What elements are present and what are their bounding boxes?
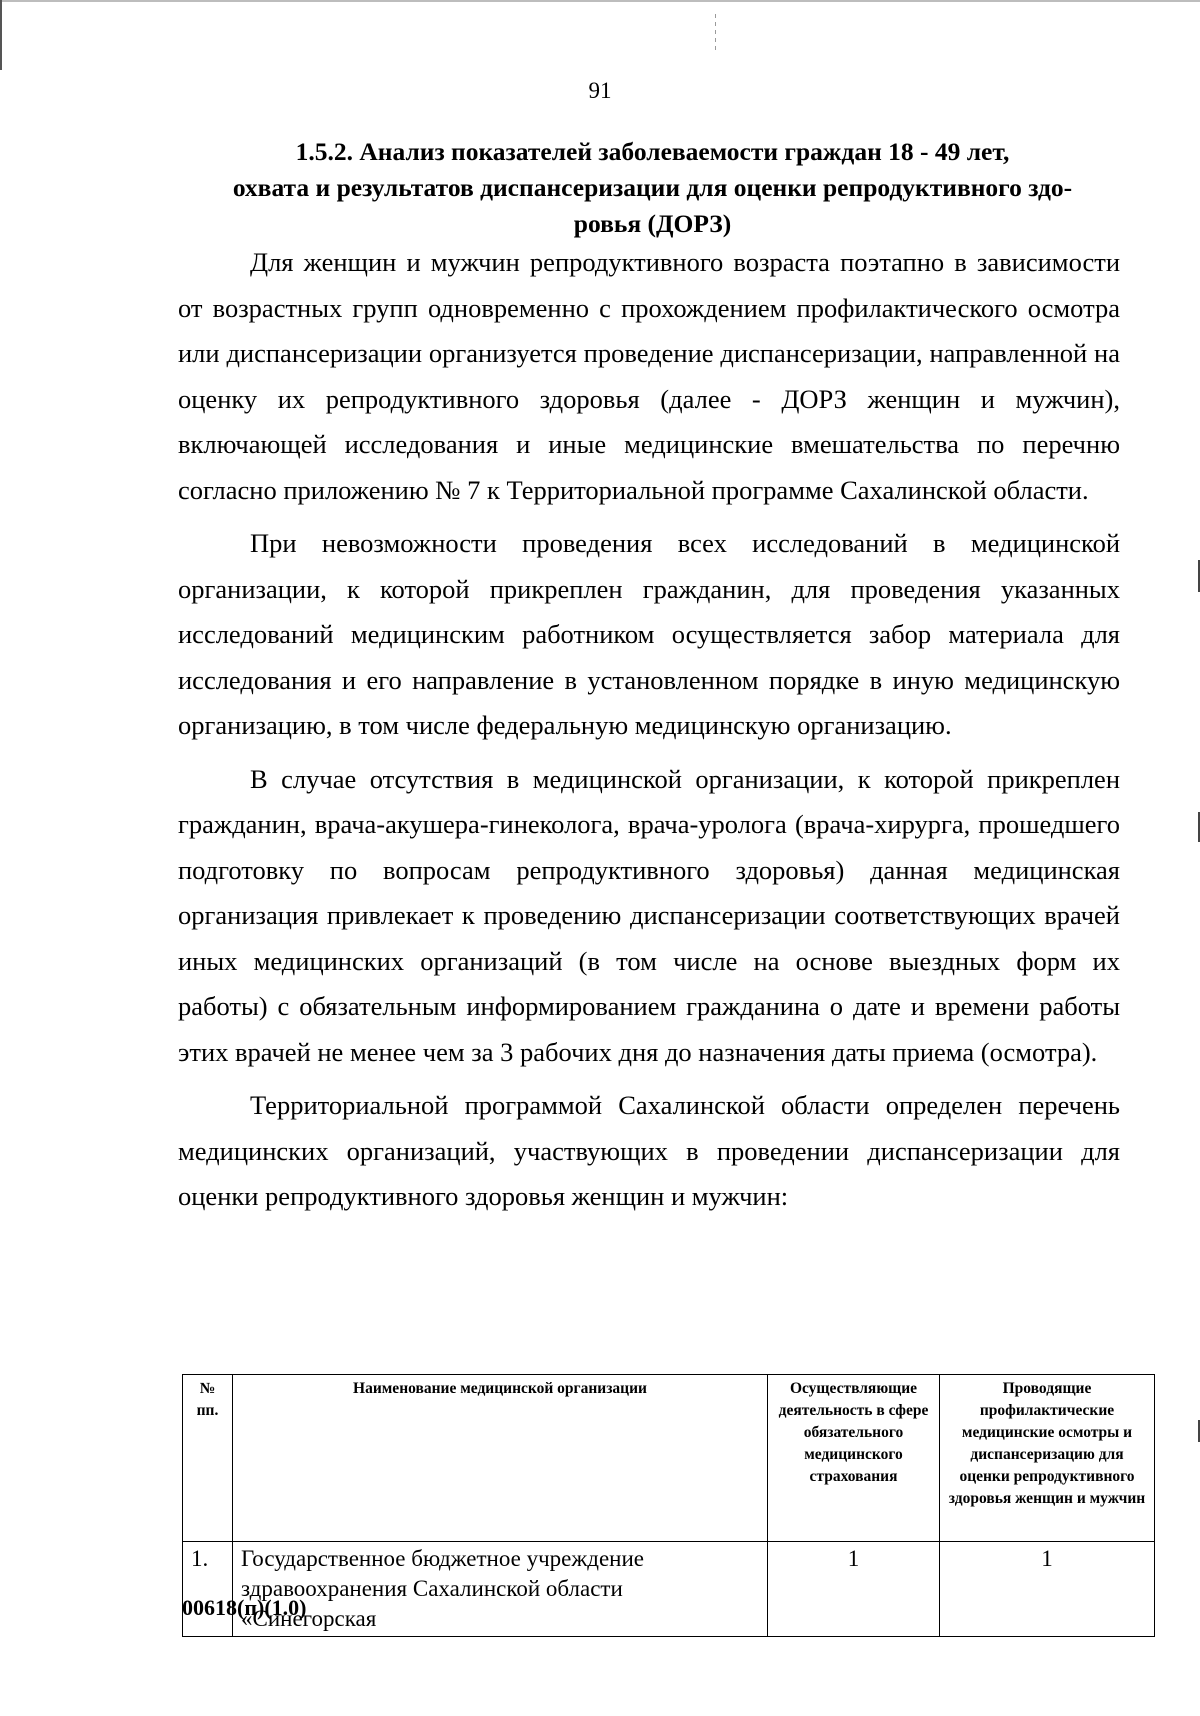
column-header-oms: Осуществляющие деятельность в сфере обязательного медицинского страхования	[768, 1375, 940, 1542]
organizations-table	[182, 1374, 1155, 1637]
cell-oms: 1	[768, 1542, 940, 1637]
column-header-dorz: Проводящие профилактические медицинские осмотры и диспансеризацию для оценки репродуктивного здоровья женщин и мужчин	[940, 1375, 1155, 1542]
scan-fold-mark	[715, 14, 716, 50]
heading-line: ровья (ДОРЗ)	[573, 209, 732, 238]
section-heading	[175, 134, 1130, 242]
column-header-number: № пп.	[183, 1375, 233, 1542]
document-code: 00618(п)(1.0)	[182, 1595, 307, 1620]
cell-dorz: 1	[940, 1542, 1155, 1637]
paragraph: Для женщин и мужчин репродуктивного возраста поэтапно в зависимости от возрастных групп одновременно с прохождением профилактического осмотра или диспансеризации организуется проведение диспансеризации, направленной на оценку их репродуктивного здоровья (далее - ДОРЗ женщин и мужчин), включающей исследования и иные медицинские вмешательства по перечню согласно приложению № 7 к Территориальной программе Сахалинской области.	[178, 247, 1120, 505]
heading-line: охвата и результатов диспансеризации для оценки репродуктивного здо-	[232, 173, 1073, 202]
column-header-organization: Наименование медицинской организации	[233, 1375, 768, 1542]
body-text	[178, 240, 1120, 1228]
scan-edge-left	[0, 0, 2, 70]
heading-line: 1.5.2. Анализ показателей заболеваемости граждан 18 - 49 лет,	[295, 137, 1010, 166]
paragraph: Территориальной программой Сахалинской области определен перечень медицинских организаций, участвующих в проведении диспансеризации для оценки репродуктивного здоровья женщин и мужчин:	[178, 1090, 1120, 1211]
table-row	[183, 1542, 1155, 1637]
paragraph: При невозможности проведения всех исследований в медицинской организации, к которой прикреплен гражданин, для проведения указанных исследований медицинским работником осуществляется забор материала для исследования и его направление в установленном порядке в иную медицинскую организацию, в том числе федеральную медицинскую организацию.	[178, 528, 1120, 740]
cell-organization: Государственное бюджетное учреждение здравоохранения Сахалинской области «Синегорская	[233, 1542, 768, 1637]
paragraph: В случае отсутствия в медицинской организации, к которой прикреплен гражданин, врача-акушера-гинеколога, врача-уролога (врача-хирурга, прошедшего подготовку по вопросам репродуктивного здоровья) данная медицинская организация привлекает к проведению диспансеризации соответствующих врачей иных медицинских организаций (в том числе на основе выездных форм их работы) с обязательным информированием гражданина о дате и времени работы этих врачей не менее чем за 3 рабочих дня до назначения даты приема (осмотра).	[178, 763, 1120, 1067]
cell-number: 1.	[183, 1542, 233, 1637]
table-header-row	[183, 1375, 1155, 1542]
page-number: 91	[588, 78, 612, 103]
scan-edge-top	[0, 0, 1200, 2]
